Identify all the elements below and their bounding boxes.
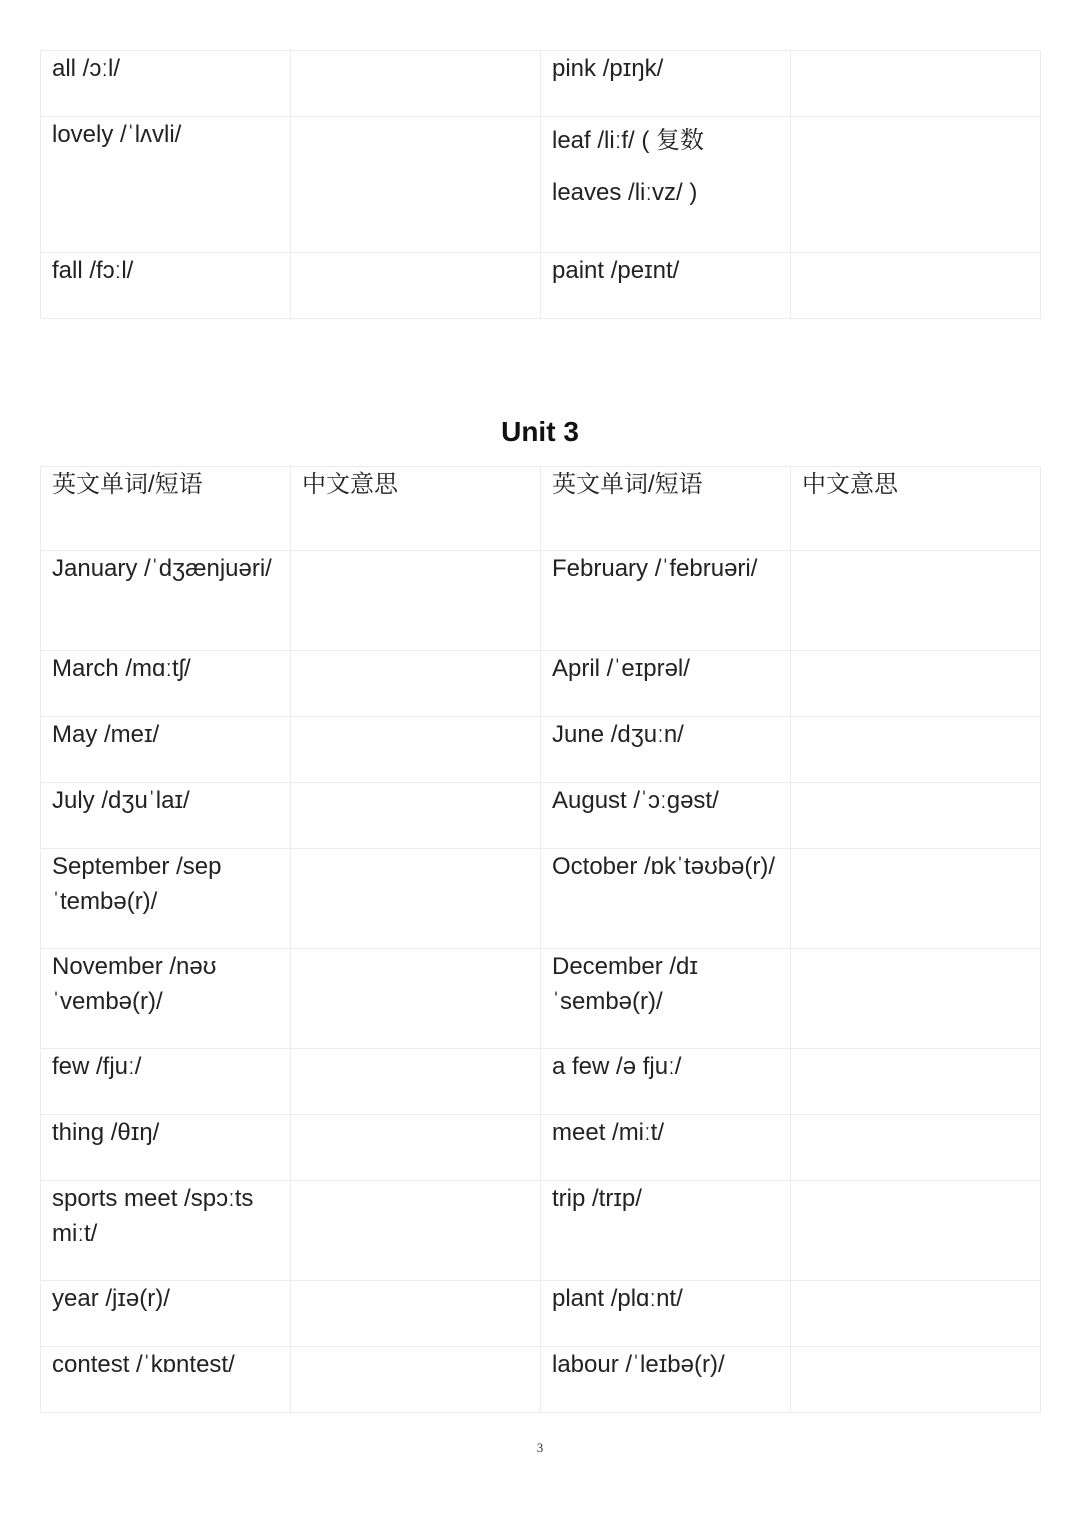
english-word-cell: February /ˈfebruəri/ [541,551,791,651]
table-header-row [41,467,1041,551]
vocab-table-top [40,50,1041,319]
header-chinese: 中文意思 [291,467,541,551]
english-word-cell: lovely /ˈlʌvli/ [41,117,291,253]
english-word-cell: January /ˈdʒænjuəri/ [41,551,291,651]
table-row [41,1281,1041,1347]
page-number: 3 [536,1440,544,1455]
table-row [41,949,1041,1049]
chinese-meaning-cell[interactable] [291,51,541,117]
chinese-meaning-cell[interactable] [291,1181,541,1281]
english-word-cell: May /meɪ/ [41,717,291,783]
chinese-meaning-cell[interactable] [791,849,1041,949]
english-word-cell: plant /plɑːnt/ [541,1281,791,1347]
english-word-cell: all /ɔːl/ [41,51,291,117]
english-word-cell: September /sepˈtembə(r)/ [41,849,291,949]
chinese-meaning-cell[interactable] [291,1281,541,1347]
english-word-cell: June /dʒuːn/ [541,717,791,783]
english-word-cell: sports meet /spɔːts miːt/ [41,1181,291,1281]
chinese-meaning-cell[interactable] [291,949,541,1049]
table-row [41,783,1041,849]
chinese-meaning-cell[interactable] [291,1049,541,1115]
english-word-cell: a few /ə fjuː/ [541,1049,791,1115]
table-row [41,551,1041,651]
english-word-cell [541,117,791,253]
chinese-meaning-cell[interactable] [291,1347,541,1413]
vocab-table-unit3 [40,466,1041,1413]
english-word-cell: pink /pɪŋk/ [541,51,791,117]
table-row [41,849,1041,949]
table-row [41,253,1041,319]
chinese-meaning-cell[interactable] [791,51,1041,117]
chinese-meaning-cell[interactable] [791,1115,1041,1181]
english-word-cell: December /dɪˈsembə(r)/ [541,949,791,1049]
unit-title: Unit 3 [501,416,579,447]
english-word-cell: April /ˈeɪprəl/ [541,651,791,717]
chinese-meaning-cell[interactable] [791,1281,1041,1347]
chinese-meaning-cell[interactable] [291,783,541,849]
table-row [41,1115,1041,1181]
english-word-cell: August /ˈɔːgəst/ [541,783,791,849]
leaf-line-2: leaves /liːvz/ ) [552,179,698,206]
chinese-meaning-cell[interactable] [291,551,541,651]
english-word-cell: fall /fɔːl/ [41,253,291,319]
table-row [41,117,1041,253]
table-row [41,651,1041,717]
chinese-meaning-cell[interactable] [791,717,1041,783]
chinese-meaning-cell[interactable] [791,117,1041,253]
chinese-meaning-cell[interactable] [291,253,541,319]
english-word-cell: October /ɒkˈtəʊbə(r)/ [541,849,791,949]
table-row [41,1181,1041,1281]
chinese-meaning-cell[interactable] [291,1115,541,1181]
table-row [41,51,1041,117]
english-word-cell: few /fjuː/ [41,1049,291,1115]
header-english: 英文单词/短语 [41,467,291,551]
english-word-cell: labour /ˈleɪbə(r)/ [541,1347,791,1413]
english-word-cell: meet /miːt/ [541,1115,791,1181]
chinese-meaning-cell[interactable] [291,651,541,717]
chinese-meaning-cell[interactable] [791,1181,1041,1281]
leaf-line-1: leaf /liːf/ ( 复数 [552,127,705,154]
chinese-meaning-cell[interactable] [791,783,1041,849]
english-word-cell: July /dʒuˈlaɪ/ [41,783,291,849]
chinese-meaning-cell[interactable] [291,849,541,949]
english-word-cell: March /mɑːtʃ/ [41,651,291,717]
chinese-meaning-cell[interactable] [291,117,541,253]
english-word-cell: trip /trɪp/ [541,1181,791,1281]
table-row [41,1049,1041,1115]
english-word-cell: contest /ˈkɒntest/ [41,1347,291,1413]
table-row [41,717,1041,783]
chinese-meaning-cell[interactable] [291,717,541,783]
chinese-meaning-cell[interactable] [791,949,1041,1049]
english-word-cell: November /nəʊˈvembə(r)/ [41,949,291,1049]
english-word-cell: paint /peɪnt/ [541,253,791,319]
chinese-meaning-cell[interactable] [791,1049,1041,1115]
header-chinese: 中文意思 [791,467,1041,551]
english-word-cell: thing /θɪŋ/ [41,1115,291,1181]
chinese-meaning-cell[interactable] [791,651,1041,717]
chinese-meaning-cell[interactable] [791,1347,1041,1413]
header-english: 英文单词/短语 [541,467,791,551]
chinese-meaning-cell[interactable] [791,253,1041,319]
chinese-meaning-cell[interactable] [791,551,1041,651]
english-word-cell: year /jɪə(r)/ [41,1281,291,1347]
table-row [41,1347,1041,1413]
